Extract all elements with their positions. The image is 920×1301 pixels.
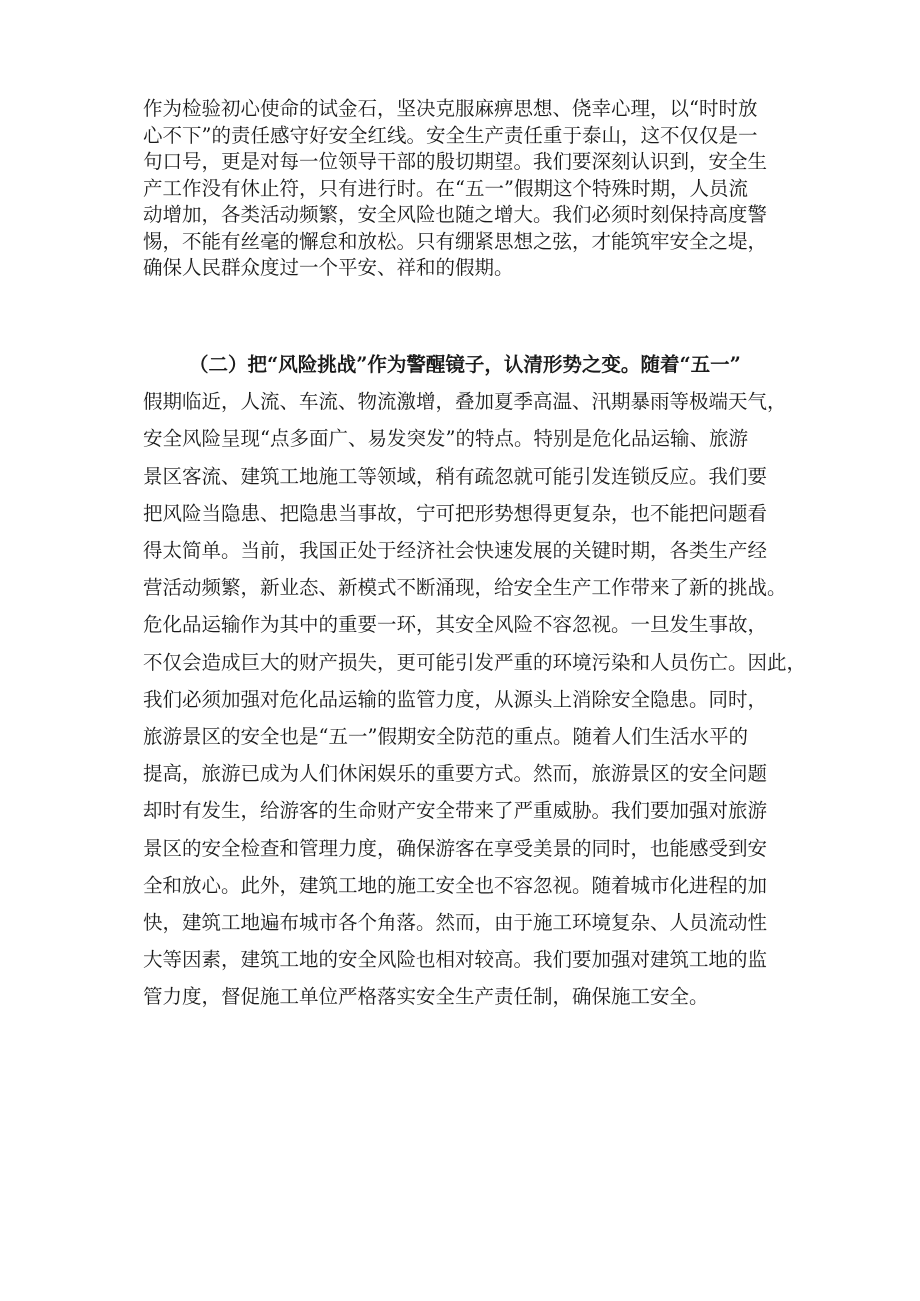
paragraph-1-line: 产工作没有休止符，只有进行时。在“五一”假期这个特殊时期，人员流 <box>143 176 748 200</box>
paragraph-2-line: 大等因素，建筑工地的安全风险也相对较高。我们要加强对建筑工地的监 <box>143 948 768 972</box>
paragraph-2-line: 危化品运输作为其中的重要一环，其安全风险不容忽视。一旦发生事故， <box>143 613 768 637</box>
paragraph-2-line: 却时有发生，给游客的生命财产安全带来了严重威胁。我们要加强对旅游 <box>143 799 768 823</box>
paragraph-2-line: 管力度，督促施工单位严格落实安全生产责任制，确保施工安全。 <box>143 985 709 1009</box>
paragraph-2 <box>143 346 807 1016</box>
paragraph-2-line: 安全风险呈现“点多面广、易发突发”的特点。特别是危化品运输、旅游 <box>143 427 748 451</box>
paragraph-2-line: 景区的安全检查和管理力度，确保游客在享受美景的同时，也能感受到安 <box>143 836 768 860</box>
paragraph-2-line: 不仅会造成巨大的财产损失，更可能引发严重的环境污染和人员伤亡。因此， <box>143 650 807 674</box>
paragraph-1-line: 惕，不能有丝毫的懈怠和放松。只有绷紧思想之弦，才能筑牢安全之堤， <box>143 229 768 253</box>
paragraph-2-line: 全和放心。此外，建筑工地的施工安全也不容忽视。随着城市化进程的加 <box>143 873 768 897</box>
paragraph-2-first-line-rest: 随着“五一” <box>640 353 741 376</box>
paragraph-1-line: 心不下”的责任感守好安全红线。安全生产责任重于泰山，这不仅仅是一 <box>143 123 758 147</box>
section-heading: （二）把“风险挑战”作为警醒镜子，认清形势之变。 <box>189 353 641 376</box>
paragraph-2-first-line <box>143 346 793 383</box>
paragraph-2-line: 把风险当隐患、把隐患当事故，宁可把形势想得更复杂，也不能把问题看 <box>143 501 768 525</box>
paragraph-2-line: 得太简单。当前，我国正处于经济社会快速发展的关键时期，各类生产经 <box>143 539 768 563</box>
paragraph-2-line: 假期临近，人流、车流、物流激增，叠加夏季高温、汛期暴雨等极端天气， <box>143 390 787 414</box>
paragraph-2-line: 景区客流、建筑工地施工等领域，稍有疏忽就可能引发连锁反应。我们要 <box>143 464 768 488</box>
paragraph-2-line: 提高，旅游已成为人们休闲娱乐的重要方式。然而，旅游景区的安全问题 <box>143 762 768 786</box>
paragraph-2-line: 快，建筑工地遍布城市各个角落。然而，由于施工环境复杂、人员流动性 <box>143 911 768 935</box>
paragraph-1-line: 句口号，更是对每一位领导干部的殷切期望。我们要深刻认识到，安全生 <box>143 150 768 173</box>
paragraph-1-line: 动增加，各类活动频繁，安全风险也随之增大。我们必须时刻保持高度警 <box>143 203 768 226</box>
paragraph-2-line: 营活动频繁，新业态、新模式不断涌现，给安全生产工作带来了新的挑战。 <box>143 576 787 600</box>
paragraph-1-line: 作为检验初心使命的试金石，坚决克服麻痹思想、侥幸心理，以“时时放 <box>143 97 758 120</box>
paragraph-1-line: 确保人民群众度过一个平安、祥和的假期。 <box>143 256 514 279</box>
paragraph-2-line: 旅游景区的安全也是“五一”假期安全防范的重点。随着人们生活水平的 <box>143 725 748 749</box>
paragraph-2-line: 我们必须加强对危化品运输的监管力度，从源头上消除安全隐患。同时， <box>143 687 768 711</box>
paragraph-1 <box>143 96 783 282</box>
